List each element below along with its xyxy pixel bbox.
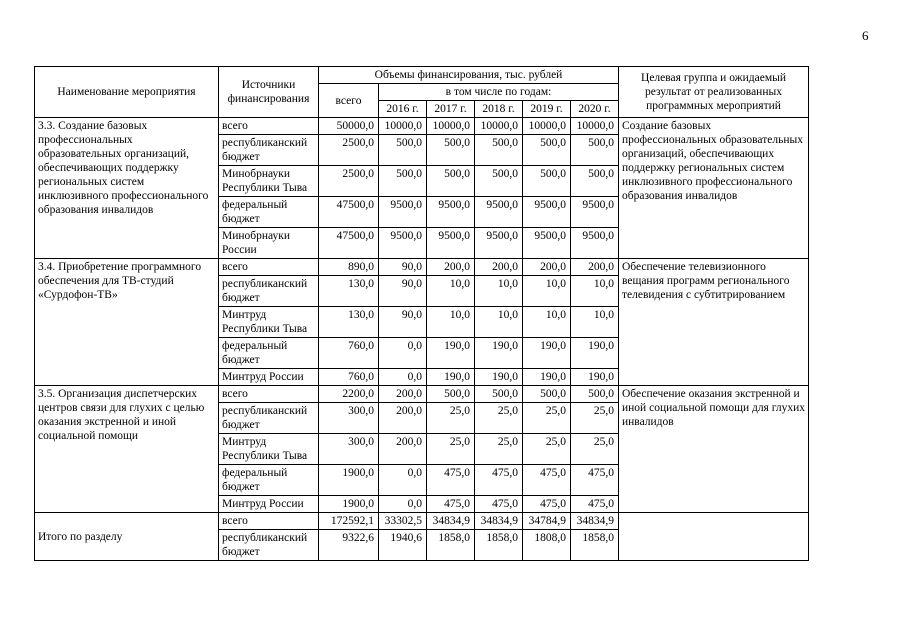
amount-year: 9500,0 <box>427 197 475 228</box>
amount-total: 47500,0 <box>319 228 379 259</box>
amount-year: 10,0 <box>475 276 523 307</box>
amount-year: 500,0 <box>523 135 571 166</box>
amount-year: 10000,0 <box>523 118 571 135</box>
funding-source: республиканский бюджет <box>219 530 319 561</box>
amount-year: 10,0 <box>427 307 475 338</box>
amount-year: 475,0 <box>523 496 571 513</box>
target-result: Создание базовых профессиональных образовательных организаций, обеспечивающих поддержку региональных систем инклюзивного профессионального образования инвалидов <box>619 118 809 259</box>
amount-year: 25,0 <box>475 403 523 434</box>
amount-total: 760,0 <box>319 369 379 386</box>
amount-total: 47500,0 <box>319 197 379 228</box>
header-volumes: Объемы финансирования, тыс. рублей <box>319 67 619 84</box>
amount-year: 9500,0 <box>571 228 619 259</box>
amount-year: 90,0 <box>379 307 427 338</box>
amount-year: 10,0 <box>523 276 571 307</box>
amount-year: 10000,0 <box>571 118 619 135</box>
amount-year: 34834,9 <box>427 513 475 530</box>
amount-year: 190,0 <box>475 338 523 369</box>
header-name: Наименование мероприятия <box>35 67 219 118</box>
amount-year: 200,0 <box>427 259 475 276</box>
funding-source: республиканский бюджет <box>219 403 319 434</box>
amount-year: 200,0 <box>475 259 523 276</box>
funding-source: федеральный бюджет <box>219 338 319 369</box>
amount-year: 500,0 <box>475 386 523 403</box>
amount-year: 200,0 <box>523 259 571 276</box>
amount-total: 172592,1 <box>319 513 379 530</box>
amount-year: 34784,9 <box>523 513 571 530</box>
amount-year: 9500,0 <box>571 197 619 228</box>
amount-year: 190,0 <box>571 338 619 369</box>
amount-year: 0,0 <box>379 338 427 369</box>
header-year: 2018 г. <box>475 101 523 118</box>
amount-year: 500,0 <box>523 386 571 403</box>
amount-total: 760,0 <box>319 338 379 369</box>
header-by-years: в том числе по годам: <box>379 84 619 101</box>
amount-year: 500,0 <box>571 386 619 403</box>
amount-year: 25,0 <box>571 403 619 434</box>
amount-year: 500,0 <box>427 135 475 166</box>
funding-source: Минтруд Республики Тыва <box>219 307 319 338</box>
amount-year: 10,0 <box>475 307 523 338</box>
amount-total: 300,0 <box>319 434 379 465</box>
amount-year: 190,0 <box>523 369 571 386</box>
amount-year: 200,0 <box>379 386 427 403</box>
amount-year: 500,0 <box>475 135 523 166</box>
target-result: Обеспечение оказания экстренной и иной социальной помощи для глухих инвалидов <box>619 386 809 513</box>
funding-source: федеральный бюджет <box>219 465 319 496</box>
amount-year: 475,0 <box>475 465 523 496</box>
amount-year: 9500,0 <box>379 228 427 259</box>
amount-year: 34834,9 <box>475 513 523 530</box>
amount-year: 475,0 <box>571 465 619 496</box>
amount-year: 475,0 <box>571 496 619 513</box>
amount-total: 50000,0 <box>319 118 379 135</box>
financing-table <box>34 66 809 561</box>
amount-year: 475,0 <box>427 465 475 496</box>
amount-year: 10,0 <box>571 307 619 338</box>
amount-year: 1858,0 <box>571 530 619 561</box>
activity-name: 3.5. Организация диспетчерских центров связи для глухих с целью оказания экстренной и иной социальной помощи <box>35 386 219 513</box>
amount-year: 9500,0 <box>475 228 523 259</box>
header-year: 2016 г. <box>379 101 427 118</box>
amount-year: 10,0 <box>523 307 571 338</box>
amount-total: 2200,0 <box>319 386 379 403</box>
funding-source: республиканский бюджет <box>219 276 319 307</box>
amount-year: 25,0 <box>427 403 475 434</box>
amount-year: 10000,0 <box>379 118 427 135</box>
funding-source: Минтруд Республики Тыва <box>219 434 319 465</box>
amount-total: 1900,0 <box>319 496 379 513</box>
table-body <box>35 118 809 561</box>
table-row <box>35 118 809 135</box>
funding-source: федеральный бюджет <box>219 197 319 228</box>
amount-year: 500,0 <box>475 166 523 197</box>
amount-total: 1900,0 <box>319 465 379 496</box>
amount-year: 500,0 <box>379 166 427 197</box>
amount-year: 25,0 <box>523 403 571 434</box>
amount-year: 90,0 <box>379 259 427 276</box>
funding-source: всего <box>219 259 319 276</box>
activity-name: 3.4. Приобретение программного обеспечения для ТВ-студий «Сурдофон-ТВ» <box>35 259 219 386</box>
header-year: 2019 г. <box>523 101 571 118</box>
amount-year: 33302,5 <box>379 513 427 530</box>
header-total: всего <box>319 84 379 118</box>
page-number: 6 <box>862 28 869 43</box>
amount-year: 190,0 <box>571 369 619 386</box>
total-row <box>35 513 809 530</box>
amount-year: 1858,0 <box>475 530 523 561</box>
amount-year: 500,0 <box>523 166 571 197</box>
amount-year: 500,0 <box>379 135 427 166</box>
amount-year: 10000,0 <box>475 118 523 135</box>
amount-year: 475,0 <box>523 465 571 496</box>
amount-year: 500,0 <box>571 166 619 197</box>
funding-source: Минтруд России <box>219 496 319 513</box>
amount-year: 25,0 <box>523 434 571 465</box>
amount-year: 190,0 <box>427 369 475 386</box>
amount-year: 10000,0 <box>427 118 475 135</box>
amount-year: 0,0 <box>379 369 427 386</box>
amount-year: 25,0 <box>475 434 523 465</box>
table-row <box>35 386 809 403</box>
amount-total: 890,0 <box>319 259 379 276</box>
amount-year: 25,0 <box>427 434 475 465</box>
funding-source: всего <box>219 386 319 403</box>
amount-total: 9322,6 <box>319 530 379 561</box>
empty-cell <box>619 513 809 561</box>
amount-year: 190,0 <box>427 338 475 369</box>
amount-year: 475,0 <box>427 496 475 513</box>
header-sources: Источники финансирования <box>219 67 319 118</box>
funding-source: Минтруд России <box>219 369 319 386</box>
amount-total: 130,0 <box>319 276 379 307</box>
amount-year: 9500,0 <box>523 228 571 259</box>
amount-year: 9500,0 <box>475 197 523 228</box>
funding-source: Минобрнауки России <box>219 228 319 259</box>
amount-year: 10,0 <box>427 276 475 307</box>
amount-year: 0,0 <box>379 465 427 496</box>
header-year: 2017 г. <box>427 101 475 118</box>
amount-year: 9500,0 <box>379 197 427 228</box>
amount-total: 130,0 <box>319 307 379 338</box>
funding-source: республиканский бюджет <box>219 135 319 166</box>
amount-year: 475,0 <box>475 496 523 513</box>
amount-total: 300,0 <box>319 403 379 434</box>
activity-name: 3.3. Создание базовых профессиональных образовательных организаций, обеспечивающих поддержку региональных систем инклюзивного профессионального образования инвалидов <box>35 118 219 259</box>
total-label: Итого по разделу <box>35 513 219 561</box>
amount-year: 0,0 <box>379 496 427 513</box>
amount-year: 10,0 <box>571 276 619 307</box>
amount-year: 500,0 <box>427 166 475 197</box>
target-result: Обеспечение телевизионного вещания программ регионального телевидения с субтитрированием <box>619 259 809 386</box>
amount-total: 2500,0 <box>319 166 379 197</box>
amount-year: 190,0 <box>475 369 523 386</box>
amount-year: 25,0 <box>571 434 619 465</box>
amount-year: 1808,0 <box>523 530 571 561</box>
amount-year: 190,0 <box>523 338 571 369</box>
amount-year: 34834,9 <box>571 513 619 530</box>
amount-year: 9500,0 <box>427 228 475 259</box>
table-row <box>35 259 809 276</box>
funding-source: Минобрнауки Республики Тыва <box>219 166 319 197</box>
funding-source: всего <box>219 513 319 530</box>
amount-year: 200,0 <box>379 403 427 434</box>
amount-year: 90,0 <box>379 276 427 307</box>
header-year: 2020 г. <box>571 101 619 118</box>
header-result: Целевая группа и ожидаемый результат от реализованных программных мероприятий <box>619 67 809 118</box>
amount-year: 9500,0 <box>523 197 571 228</box>
funding-source: всего <box>219 118 319 135</box>
amount-year: 500,0 <box>427 386 475 403</box>
amount-year: 200,0 <box>379 434 427 465</box>
amount-year: 1940,6 <box>379 530 427 561</box>
amount-year: 200,0 <box>571 259 619 276</box>
amount-year: 500,0 <box>571 135 619 166</box>
amount-year: 1858,0 <box>427 530 475 561</box>
amount-total: 2500,0 <box>319 135 379 166</box>
